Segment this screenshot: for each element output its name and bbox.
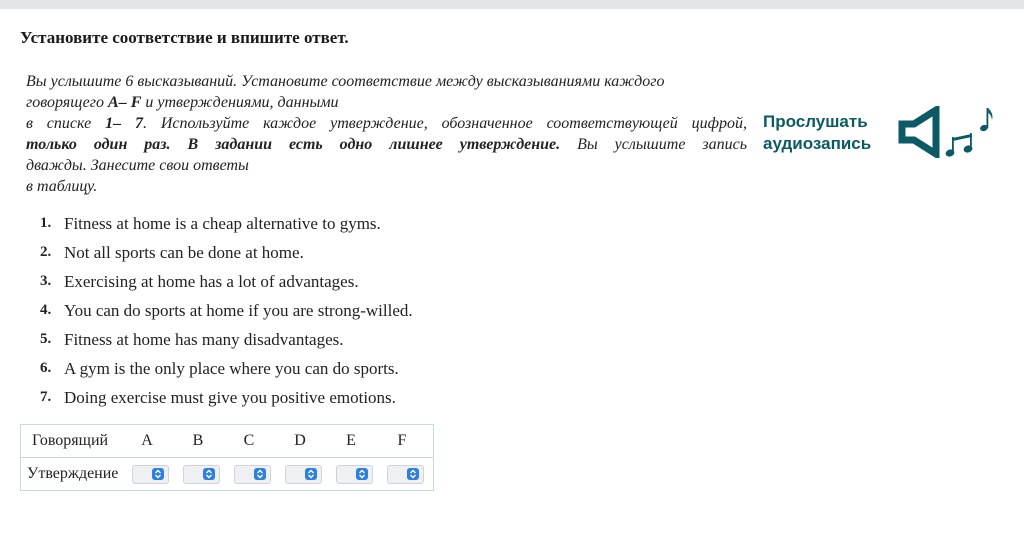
speaker-letter: A xyxy=(141,432,153,449)
speaker-letter-a xyxy=(127,425,178,458)
answer-table xyxy=(20,424,434,491)
list-item xyxy=(40,354,413,383)
task-title: Установите соответствие и впишите ответ. xyxy=(20,28,349,47)
statement-text: Doing exercise must give you positive emotions. xyxy=(64,387,396,407)
statement-number: 1. xyxy=(40,215,52,231)
speaker-letter: D xyxy=(294,432,306,449)
instructions-text: . Используйте каждое утверждение, обозначенное соответствующей цифрой, xyxy=(142,115,748,132)
list-item xyxy=(40,238,413,267)
table-header-row xyxy=(21,425,434,458)
answer-cell-c xyxy=(229,458,280,491)
instructions-text: говорящего xyxy=(26,94,109,111)
select-chevron-icon xyxy=(254,468,266,480)
statement-row-label: Утверждение xyxy=(27,465,119,482)
play-audio-link[interactable] xyxy=(763,111,871,155)
speaker-letter-c xyxy=(229,425,280,458)
music-notes-icon xyxy=(944,106,994,160)
statement-text: Not all sports can be done at home. xyxy=(64,242,304,262)
answer-select-e[interactable] xyxy=(336,465,373,484)
speaker-letter-e xyxy=(331,425,382,458)
instructions-line-6: в таблицу. xyxy=(26,178,98,195)
speaker-range: A– F xyxy=(108,94,142,111)
list-item xyxy=(40,267,413,296)
statement-number: 3. xyxy=(40,273,52,289)
speaker-letter-d xyxy=(280,425,331,458)
instructions-line-5: дважды. Занесите свои ответы xyxy=(26,157,249,174)
statement-text: Fitness at home is a cheap alternative to gyms. xyxy=(64,213,381,233)
answer-select-c[interactable] xyxy=(234,465,271,484)
statement-text: You can do sports at home if you are strong-willed. xyxy=(64,300,413,320)
speaker-letter: F xyxy=(397,432,407,449)
speaker-letter: E xyxy=(346,432,356,449)
list-item xyxy=(40,296,413,325)
play-audio-label-2: аудиозапись xyxy=(763,134,872,153)
instructions xyxy=(26,71,747,197)
answer-select-a[interactable] xyxy=(132,465,169,484)
list-item xyxy=(40,383,413,412)
top-bar xyxy=(0,0,1024,9)
play-audio-label-1: Прослушать xyxy=(763,112,868,131)
statement-text: Exercising at home has a lot of advantages. xyxy=(64,271,359,291)
speaker-letter-f xyxy=(382,425,434,458)
instructions-line-4 xyxy=(26,134,747,155)
statement-number: 5. xyxy=(40,331,52,347)
instructions-line-1: Вы услышите 6 высказываний. Установите соответствие между высказываниями каждого xyxy=(26,73,665,90)
statement-number: 2. xyxy=(40,244,52,260)
speaker-letter: C xyxy=(243,432,255,449)
select-chevron-icon xyxy=(305,468,317,480)
list-item xyxy=(40,209,413,238)
instructions-text: в списке xyxy=(26,115,106,132)
statement-text: A gym is the only place where you can do sports. xyxy=(64,358,399,378)
select-chevron-icon xyxy=(203,468,215,480)
instructions-emphasis: только один раз. В задании есть одно лишнее утверждение. xyxy=(26,136,561,153)
table-answer-row xyxy=(21,458,434,491)
list-item xyxy=(40,325,413,354)
answer-select-b[interactable] xyxy=(183,465,220,484)
statements-list xyxy=(40,209,413,412)
select-chevron-icon xyxy=(152,468,164,480)
instructions-text: Вы услышите запись xyxy=(560,136,748,153)
answer-select-d[interactable] xyxy=(285,465,322,484)
select-chevron-icon xyxy=(407,468,419,480)
answer-cell-d xyxy=(280,458,331,491)
statement-number: 6. xyxy=(40,360,52,376)
select-chevron-icon xyxy=(356,468,368,480)
statement-number: 7. xyxy=(40,389,52,405)
statement-number: 4. xyxy=(40,302,52,318)
instructions-line-2 xyxy=(26,92,747,113)
answer-cell-a xyxy=(127,458,178,491)
speaker-header-label: Говорящий xyxy=(21,425,128,458)
statement-range: 1– 7 xyxy=(105,115,143,132)
statement-text: Fitness at home has many disadvantages. xyxy=(64,329,344,349)
speaker-icon[interactable] xyxy=(898,106,942,158)
instructions-line-3 xyxy=(26,113,747,134)
instructions-text: и утверждениями, данными xyxy=(141,94,339,111)
speaker-letter: B xyxy=(192,432,204,449)
answer-select-f[interactable] xyxy=(387,465,424,484)
speaker-letter-b xyxy=(178,425,229,458)
answer-cell-b xyxy=(178,458,229,491)
answer-cell-e xyxy=(331,458,382,491)
answer-cell-f xyxy=(382,458,434,491)
